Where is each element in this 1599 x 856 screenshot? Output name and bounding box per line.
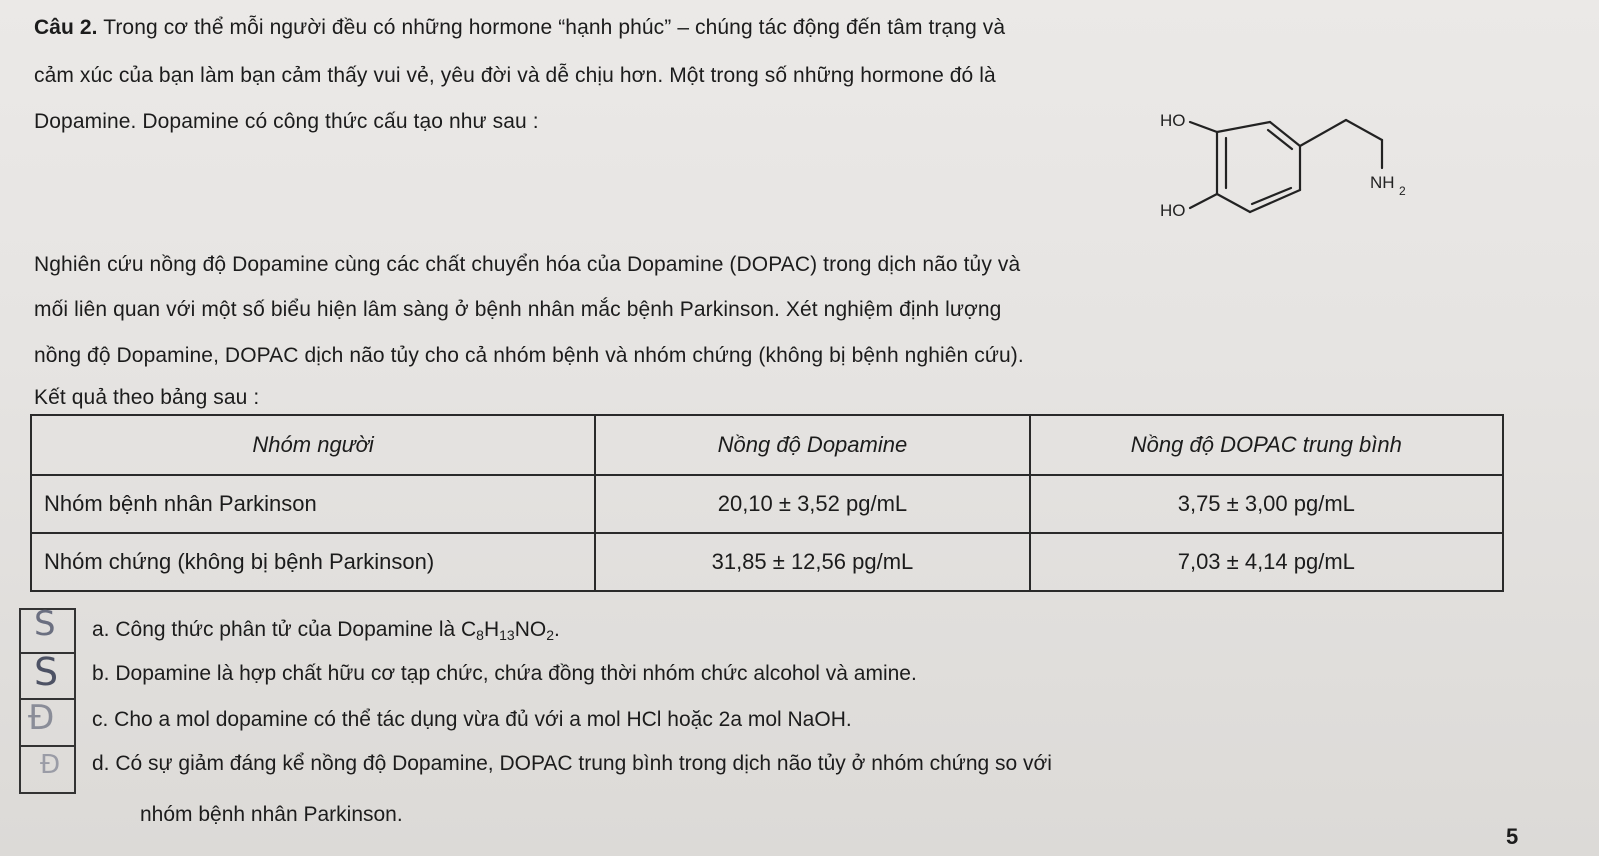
formula-h: H: [483, 618, 500, 641]
answer-mark-d[interactable]: Đ: [40, 750, 61, 780]
statement-a-text: a. Công thức phân tử của Dopamine là C: [92, 618, 477, 641]
statement-d-line-1: d. Có sự giảm đáng kể nồng độ Dopamine, DOPAC trung bình trong dịch não tủy ở nhóm chứng so với: [92, 752, 1052, 775]
row-2-group: Nhóm chứng (không bị bệnh Parkinson): [31, 533, 595, 591]
formula-sub-o: 2: [546, 627, 555, 643]
table-row: [31, 533, 1503, 591]
page-number: 5: [1506, 824, 1519, 849]
header-dopac: Nồng độ DOPAC trung bình: [1030, 415, 1503, 475]
question-line-3: Dopamine. Dopamine có công thức cấu tạo như sau :: [34, 110, 539, 133]
ho-bottom-label: HO: [1160, 201, 1186, 220]
answer-box-divider: [19, 745, 76, 747]
statement-b: b. Dopamine là hợp chất hữu cơ tạp chức, chứa đồng thời nhóm chức alcohol và amine.: [92, 662, 917, 685]
row-1-group: Nhóm bệnh nhân Parkinson: [31, 475, 595, 533]
nh2-subscript: 2: [1399, 184, 1406, 198]
dopamine-structure-drawing: [1160, 108, 1450, 226]
research-line-4: Kết quả theo bảng sau :: [34, 386, 260, 409]
question-line-2: cảm xúc của bạn làm bạn cảm thấy vui vẻ, yêu đời và dễ chịu hơn. Một trong số những hormone đó là: [34, 64, 996, 87]
table-header-row: [31, 415, 1503, 475]
row-1-dopac: 3,75 ± 3,00 pg/mL: [1030, 475, 1503, 533]
table-row: [31, 475, 1503, 533]
row-2-dopac: 7,03 ± 4,14 pg/mL: [1030, 533, 1503, 591]
row-2-dopamine: 31,85 ± 12,56 pg/mL: [595, 533, 1029, 591]
ho-top-label: HO: [1160, 111, 1186, 130]
results-table: [30, 414, 1504, 592]
formula-end: .: [554, 618, 560, 641]
research-line-2: mối liên quan với một số biểu hiện lâm sàng ở bệnh nhân mắc bệnh Parkinson. Xét nghiệm định lượng: [34, 298, 1002, 321]
header-group: Nhóm người: [31, 415, 595, 475]
formula-sub-c: 8: [476, 627, 484, 643]
statement-d-line-2: nhóm bệnh nhân Parkinson.: [140, 803, 403, 826]
formula-sub-h: 13: [499, 627, 515, 643]
statement-a: [92, 618, 560, 643]
dopamine-structure: [1160, 108, 1450, 226]
question-label: Câu 2.: [34, 16, 98, 39]
statement-c: c. Cho a mol dopamine có thể tác dụng vừa đủ với a mol HCl hoặc 2a mol NaOH.: [92, 708, 852, 731]
research-line-1: Nghiên cứu nồng độ Dopamine cùng các chất chuyển hóa của Dopamine (DOPAC) trong dịch não tủy và: [34, 253, 1021, 276]
formula-no: NO: [514, 618, 547, 641]
question-text-1: Trong cơ thể mỗi người đều có những hormone “hạnh phúc” – chúng tác động đến tâm trạng và: [103, 16, 1006, 39]
answer-mark-c[interactable]: Đ: [28, 698, 55, 738]
answer-mark-b[interactable]: S: [34, 650, 59, 694]
answer-mark-a[interactable]: S: [34, 604, 56, 644]
research-line-3: nồng độ Dopamine, DOPAC dịch não tủy cho cả nhóm bệnh và nhóm chứng (không bị bệnh nghiên cứu).: [34, 344, 1024, 367]
row-1-dopamine: 20,10 ± 3,52 pg/mL: [595, 475, 1029, 533]
header-dopamine: Nồng độ Dopamine: [595, 415, 1029, 475]
nh2-label: NH: [1370, 173, 1395, 192]
question-line-1: [34, 17, 1005, 38]
